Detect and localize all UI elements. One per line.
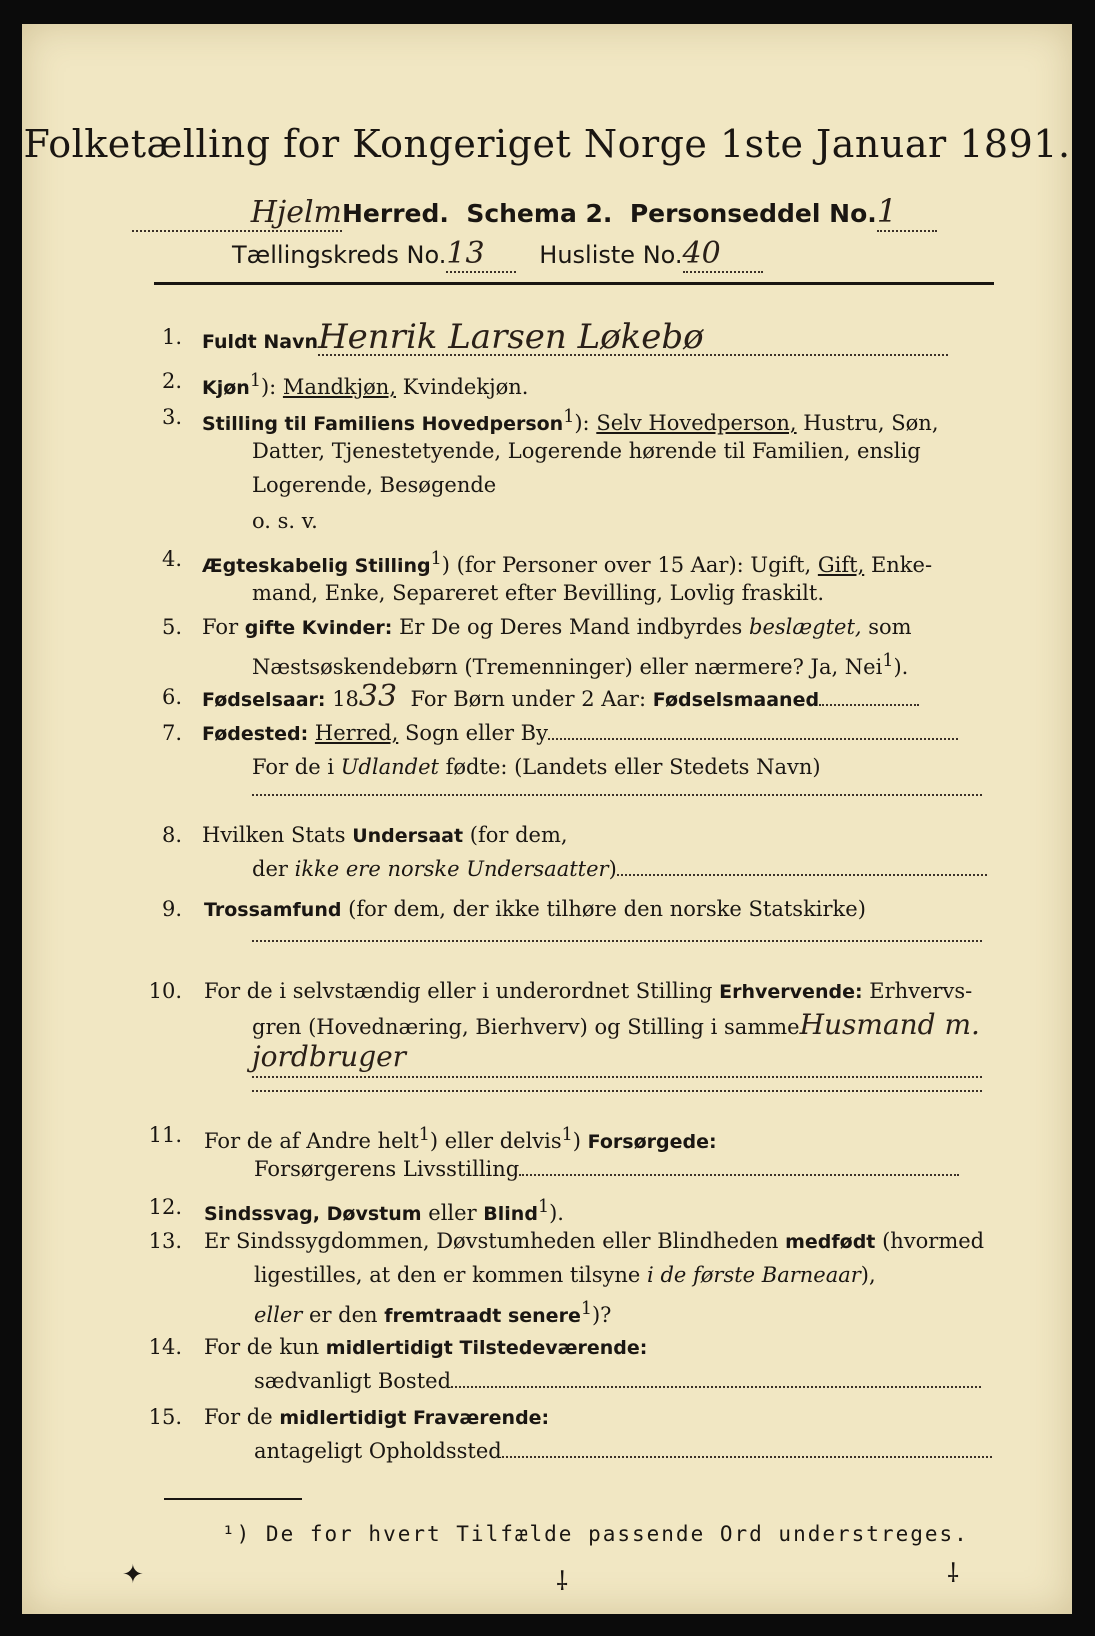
stilling-selected: Selv Hovedperson, [596, 411, 797, 435]
herred-value: Hjelm [132, 195, 342, 232]
item-label: Kjøn [202, 377, 250, 399]
item-text: Logerende, Besøgende [252, 473, 497, 497]
item-text: Er De og Deres Mand indbyrdes [399, 615, 743, 639]
item-text: ikke ere norske Undersaatter [294, 857, 609, 881]
item-text: antageligt Opholdssted [254, 1439, 502, 1463]
item-number: 3. [161, 405, 182, 429]
item-label: Sindssvag, [204, 1203, 320, 1225]
item-text: (hvormed [882, 1229, 985, 1253]
footnote-ref: 1 [563, 407, 575, 427]
header-line-1 [132, 192, 937, 232]
kjon-selected: Mandkjøn, [282, 375, 396, 399]
item-number: 12. [148, 1195, 182, 1219]
ink-mark-center: ⸸ [556, 1567, 569, 1597]
item-label: gifte Kvinder: [244, 617, 393, 639]
item-text: For de [204, 1405, 273, 1429]
item-text: eller [254, 1303, 303, 1327]
footnote-ref: 1 [580, 1299, 592, 1319]
footnote-ref: 1 [882, 651, 894, 671]
item-text: For de i [252, 755, 335, 779]
footnote-ref: 1 [430, 549, 442, 569]
personseddel-label: Personseddel No. [629, 199, 877, 228]
item-text: Er Sindssygdommen, Døvstumheden eller Blindheden [204, 1229, 779, 1253]
item-text: ligestilles, at den er kommen tilsyne [254, 1263, 641, 1287]
item-label: Erhvervende: [719, 981, 863, 1003]
kreds-label: Tællingskreds No. [232, 241, 447, 269]
stilling-options: Hustru, Søn, [803, 411, 939, 435]
footnote-rule [164, 1498, 302, 1500]
header-rule [154, 282, 994, 285]
item-text: sædvanligt Bosted [254, 1369, 452, 1393]
husliste-value: 40 [683, 236, 763, 273]
item-text: o. s. v. [252, 509, 318, 533]
item-text: fødte: (Landets eller Stedets Navn) [445, 755, 821, 779]
item-label: Fødselsmaaned [652, 689, 820, 711]
item-label: Blind [483, 1203, 538, 1225]
fodselsaar-value: 33 [358, 679, 398, 714]
item-text: (for dem, der ikke tilhøre den norske Statskirke) [348, 897, 866, 921]
fodested-selected: Herred, [314, 721, 399, 745]
item-number: 4. [161, 547, 182, 571]
item-text: gren (Hovednæring, Bierhverv) og Stilling i samme [252, 1015, 800, 1039]
item-label: Undersaat [352, 825, 464, 847]
erhverv-value: Husmand m. [799, 1008, 980, 1041]
item-label: Stilling til Familiens Hovedperson [202, 413, 564, 435]
item-label: Fuldt Navn [202, 331, 319, 353]
item-number: 2. [161, 369, 182, 393]
item-number: 7. [161, 721, 182, 745]
husliste-label: Husliste No. [539, 241, 683, 269]
ink-mark-right: ⸸ [947, 1559, 960, 1589]
kjon-option: Kvindekjøn. [402, 375, 529, 399]
item-number: 14. [148, 1335, 182, 1359]
item-text: For [202, 615, 239, 639]
footnote-ref: 1 [249, 371, 261, 391]
item-text: Hvilken Stats [202, 823, 346, 847]
item-number: 11. [148, 1123, 182, 1147]
item-text: eller delvis [444, 1129, 562, 1153]
item-text: For de af Andre helt [204, 1129, 419, 1153]
aegteskab-selected: Gift, [817, 553, 865, 577]
item-text: 18 [332, 687, 359, 711]
item-text: (for Personer over 15 Aar): Ugift, [456, 553, 812, 577]
kreds-value: 13 [446, 236, 516, 273]
item-text: For Børn under 2 Aar: [410, 687, 647, 711]
item-number: 8. [161, 823, 182, 847]
erhverv-value-continued: jordbruger [252, 1038, 982, 1078]
item-number: 9. [161, 897, 182, 921]
item-number: 10. [148, 979, 182, 1003]
item-text: i de første Barneaar [647, 1263, 861, 1287]
item-label: Ægteskabelig Stilling [202, 555, 431, 577]
form-title: Folketælling for Kongeriget Norge 1ste Januar 1891. [23, 122, 1071, 166]
item-text: er den [309, 1303, 378, 1327]
item-label: Forsørgede: [587, 1131, 717, 1153]
item-label: Trossamfund [204, 899, 342, 921]
item-number: 6. [161, 685, 182, 709]
item-text: (for dem, [469, 823, 568, 847]
item-text: For de kun [204, 1335, 320, 1359]
census-form: Folketælling for Kongeriget Norge 1ste Januar 1891. HjelmHerred. Schema 2. Personseddel No.1 Tællingskreds No.13 Husliste No.40 1. Fuldt NavnHenrik Larsen Løkebø 2. Kjøn$^1$): Mandkjøn, Kvindekjøn. 3. Stilling til Familiens Hovedperson$^1$): Selv Hovedperson, Hustru, Søn, Datter, Tjenestetyende, Logerende hørende til Familien, enslig Logerende, Besøgende o. s. v. 4. Ægteskabelig Stilling$^1$) (for Personer over 15 Aar): Ugift, Gift, Enke- mand, Enke, Separeret efter Bevilling, Lovlig fraskilt. 5. For gifte Kvinder: Er De og Deres Mand indbyrdes beslægtet, som Næstsøskendebørn (Tremenninger) eller nærmere? Ja, Nei$^1$). 6. Fødselsaar: 1833 For Børn under 2 Aar: Fødselsmaaned 7. Fødested: Herred, Sogn eller By For de i Udlandet fødte: (Landets eller Stedets Navn) 8. Hvilken Stats Undersaat (for dem, der ikke ere norske Undersaatter) 9. Trossamfund (for dem, der ikke tilhøre den norske Statskirke) 10. For de i selvstændig eller i underordnet Stilling Erhvervende: Erhvervs- gren (Hovednæring, Bierhverv) og Stilling i sammeHusmand m. jordbruger 11. For de af Andre helt$^1$) eller delvis$^1$) Forsørgede: Forsørgerens Livsstilling 12. Sindssvag, Døvstum eller Blind$^1$). 13. Er Sindssygdommen, Døvstumheden eller Blindheden medfødt (hvormed ligestilles, at den er kommen tilsyne i de første Barneaar), eller er den fremtraadt senere$^1$)? 14. For de kun midlertidigt Tilstedeværende: sædvanligt Bosted 15. For de midlertidigt Fraværende: antageligt Opholdssted ¹) De for hvert Tilfælde passende Ord understreges. ✦ ⸸ ⸸ [22, 24, 1072, 1614]
schema-label: Schema 2. [466, 199, 613, 228]
item-label: midlertidigt Fraværende: [279, 1407, 550, 1429]
item-text: Sogn eller By [404, 721, 548, 745]
item-text: Forsørgerens Livsstilling [254, 1157, 520, 1181]
footnote: ¹) De for hvert Tilfælde passende Ord understreges. [222, 1522, 969, 1546]
item-text: Datter, Tjenestetyende, Logerende hørende til Familien, enslig [252, 439, 921, 463]
item-number: 5. [161, 615, 182, 639]
item-text: mand, Enke, Separeret efter Bevilling, Lovlig fraskilt. [252, 581, 825, 605]
item-number: 15. [148, 1405, 182, 1429]
ink-mark-left: ✦ [122, 1560, 144, 1590]
item-number: 1. [161, 325, 182, 349]
item-text: eller [428, 1201, 477, 1225]
herred-label: Herred. [342, 199, 449, 228]
fuldt-navn-value: Henrik Larsen Løkebø [318, 320, 948, 356]
item-label: midlertidigt Tilstedeværende: [325, 1337, 648, 1359]
item-label: medfødt [785, 1231, 876, 1253]
item-label: Døvstum [326, 1203, 422, 1225]
footnote-ref: 1 [418, 1125, 430, 1145]
item-text: som [868, 615, 912, 639]
footnote-ref: 1 [561, 1125, 573, 1145]
item-label: Fødselsaar: [202, 689, 326, 711]
item-text: Enke- [870, 553, 933, 577]
item-text: Næstsøskendebørn (Tremenninger) eller nærmere? Ja, Nei [252, 655, 883, 679]
personseddel-value: 1 [877, 192, 937, 232]
item-text: For de i selvstændig eller i underordnet Stilling [204, 979, 713, 1003]
item-text: beslægtet, [749, 615, 862, 639]
item-number: 13. [148, 1229, 182, 1253]
item-text: Erhvervs- [869, 979, 973, 1003]
item-label: fremtraadt senere [384, 1305, 581, 1327]
item-label: Fødested: [202, 723, 309, 745]
item-text: der [252, 857, 288, 881]
footnote-ref: 1 [537, 1197, 550, 1217]
header-line-2 [232, 236, 763, 273]
item-text: Udlandet [340, 755, 439, 779]
